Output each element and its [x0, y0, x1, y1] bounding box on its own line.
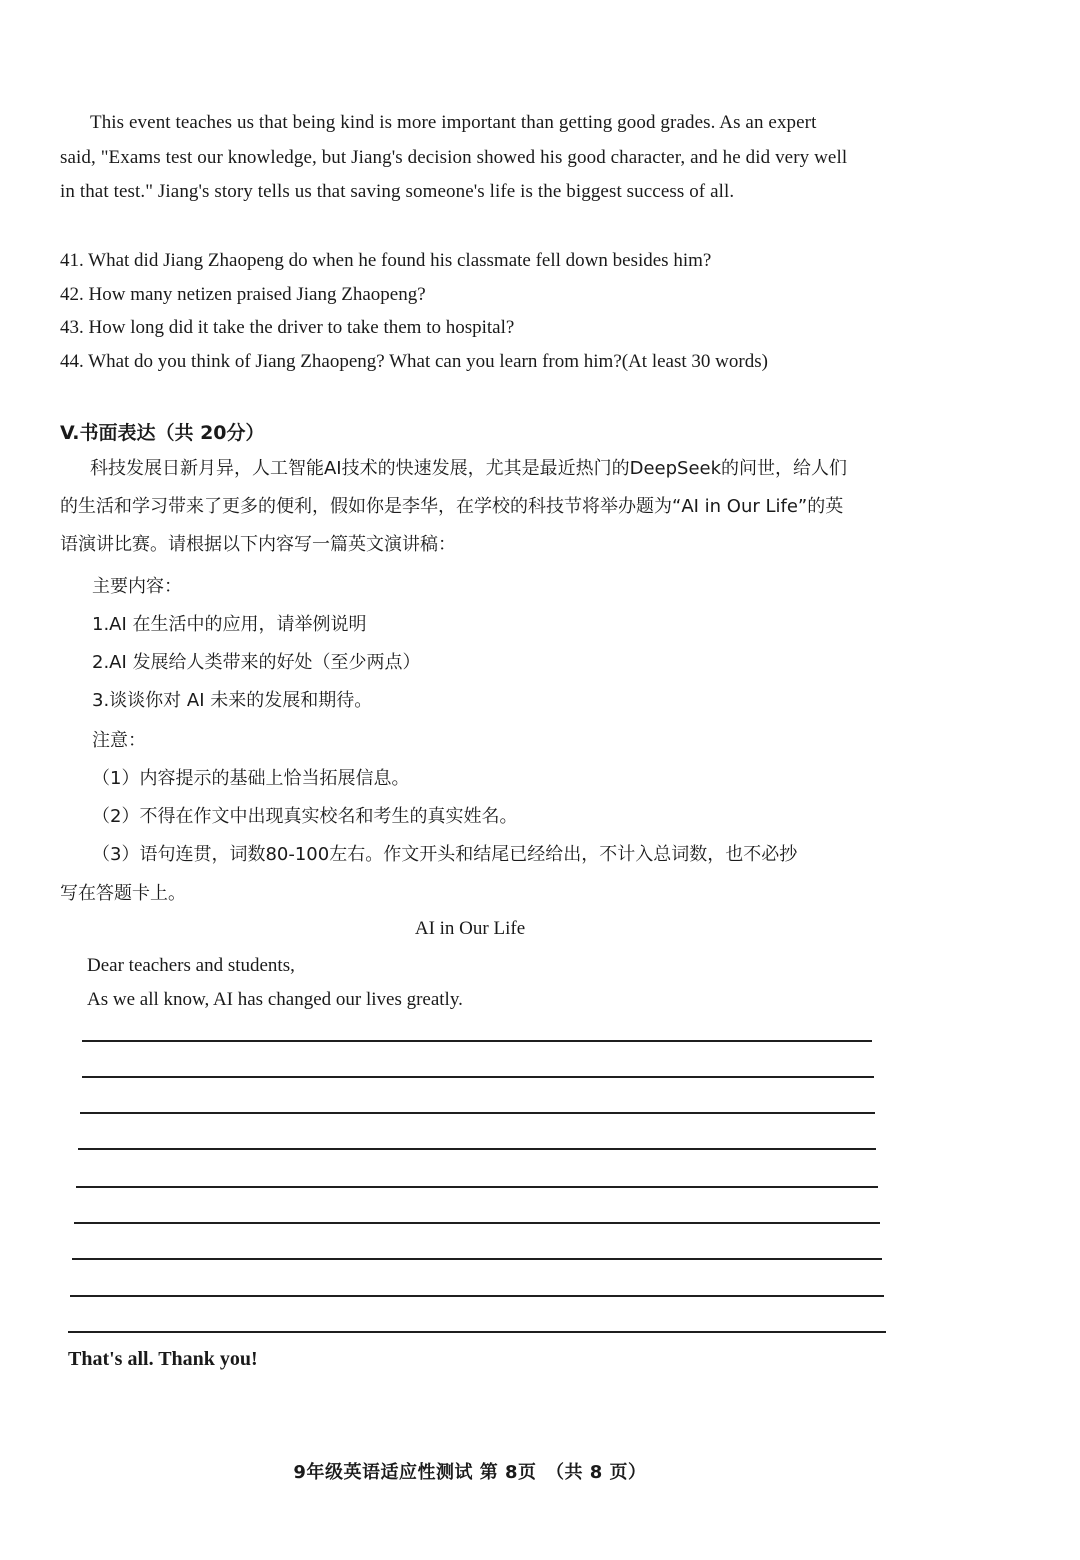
- content-point-2: 2.AI 发展给人类带来的好处（至少两点）: [92, 652, 421, 673]
- writing-line[interactable]: [72, 1258, 882, 1260]
- writing-line[interactable]: [76, 1186, 878, 1188]
- writing-line[interactable]: [74, 1222, 880, 1224]
- question-44: 44. What do you think of Jiang Zhaopeng? What can you learn from him?(At least 30 words): [60, 351, 768, 372]
- writing-line[interactable]: [82, 1040, 872, 1042]
- note-3-line-2: 写在答题卡上。: [60, 883, 186, 904]
- essay-closing: That's all. Thank you!: [68, 1348, 258, 1370]
- writing-intro: 科技发展日新月异，人工智能AI技术的快速发展，尤其是最近热门的DeepSeek的问世，给人们的生活和学习带来了更多的便利，假如你是李华，在学校的科技节将举办题为“AI in Our Life”的英语演讲比赛。请根据以下内容写一篇英文演讲稿：: [60, 458, 848, 555]
- note-2: （2）不得在作文中出现真实校名和考生的真实姓名。: [92, 806, 518, 827]
- question-42: 42. How many netizen praised Jiang Zhaopeng?: [60, 284, 426, 305]
- writing-line[interactable]: [82, 1076, 874, 1078]
- question-43: 43. How long did it take the driver to take them to hospital?: [60, 317, 515, 338]
- notes-label: 注意：: [92, 730, 146, 751]
- page-footer: 9年级英语适应性测试 第 8页 （共 8 页）: [293, 1462, 647, 1483]
- note-1: （1）内容提示的基础上恰当拓展信息。: [92, 768, 410, 789]
- writing-line[interactable]: [70, 1295, 884, 1297]
- main-content-label: 主要内容：: [92, 576, 182, 597]
- section-title: V.书面表达（共 20分）: [60, 422, 265, 444]
- essay-title: AI in Our Life: [414, 918, 526, 939]
- writing-line[interactable]: [68, 1331, 886, 1333]
- writing-line[interactable]: [78, 1148, 876, 1150]
- essay-greeting: Dear teachers and students,: [87, 955, 295, 976]
- note-3-line-1: （3）语句连贯，词数80-100左右。作文开头和结尾已经给出，不计入总词数，也不必抄: [92, 844, 798, 865]
- content-point-1: 1.AI 在生活中的应用，请举例说明: [92, 614, 367, 635]
- writing-line[interactable]: [80, 1112, 875, 1114]
- question-41: 41. What did Jiang Zhaopeng do when he found his classmate fell down besides him?: [60, 250, 712, 271]
- passage-closing-paragraph: This event teaches us that being kind is more important than getting good grades. As an expert said, "Exams test our knowledge, but Jiang's decision showed his good character, and he did very well in that test." Jiang's story tells us that saving someone's life is the biggest success of all.: [60, 112, 848, 202]
- essay-opening: As we all know, AI has changed our lives greatly.: [87, 989, 463, 1010]
- content-point-3: 3.谈谈你对 AI 未来的发展和期待。: [92, 690, 373, 711]
